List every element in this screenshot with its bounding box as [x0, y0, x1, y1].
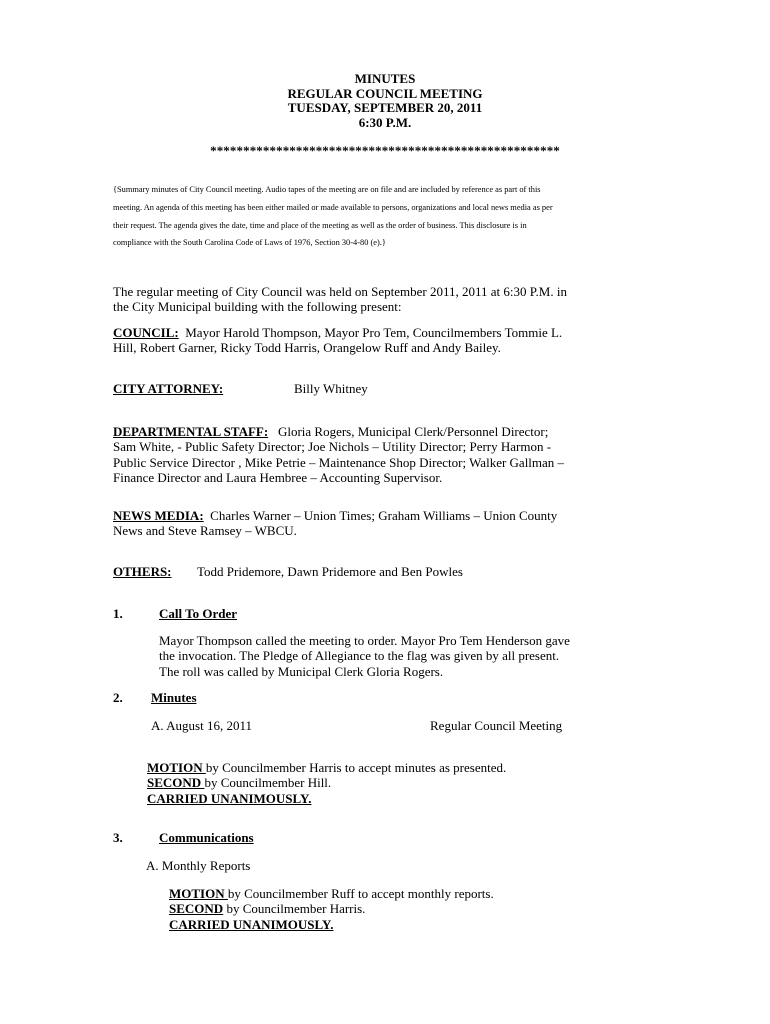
staff-line: Finance Director and Laura Hembree – Accounting Supervisor. [113, 469, 443, 485]
news-line: News and Steve Ramsey – WBCU. [113, 523, 297, 539]
others-label: OTHERS: [113, 564, 172, 579]
second-text: by Councilmember Hill. [204, 775, 332, 791]
council-members-line: Mayor Harold Thompson, Mayor Pro Tem, Councilmembers Tommie L. [178, 325, 563, 340]
council-paragraph [113, 325, 562, 356]
section-1-body [159, 633, 570, 679]
staff-line: Public Service Director , Mike Petrie – Maintenance Shop Director; Walker Gallman – [113, 454, 565, 470]
header-meeting-type: REGULAR COUNCIL MEETING [287, 85, 483, 101]
news-paragraph [113, 508, 557, 539]
section-1-title: Call To Order [159, 606, 238, 621]
staff-paragraph [113, 424, 564, 485]
section-3-title: Communications [159, 830, 254, 845]
section-2-title: Minutes [151, 690, 197, 705]
section-1-number: 1. [113, 606, 123, 621]
section-2-item-label: A. August 16, 2011 [151, 718, 252, 733]
header-date: TUESDAY, SEPTEMBER 20, 2011 [287, 100, 483, 115]
motion-label: MOTION [169, 886, 228, 901]
second-label: SECOND [147, 775, 205, 791]
document-header [0, 72, 770, 130]
header-title: MINUTES [354, 71, 416, 86]
staff-label: DEPARTMENTAL STAFF: [113, 424, 269, 439]
news-label: NEWS MEDIA: [113, 508, 204, 523]
others-row [113, 564, 172, 579]
header-time: 6:30 P.M. [358, 114, 412, 130]
section-3-number: 3. [113, 830, 123, 845]
section-3-item-label: A. Monthly Reports [146, 858, 251, 873]
staff-line: Gloria Rogers, Municipal Clerk/Personnel Director; [268, 424, 549, 439]
summary-disclosure [113, 181, 653, 252]
section-1-line: the invocation. The Pledge of Allegiance to the flag was given by all present. [159, 648, 560, 664]
section-1-line: Mayor Thompson called the meeting to order. Mayor Pro Tem Henderson gave [159, 633, 570, 648]
summary-line: meeting. An agenda of this meeting has been either mailed or made available to persons, organizations and local news media as per [113, 202, 553, 212]
section-3-motion-block [169, 886, 494, 932]
intro-line: the City Municipal building with the following present: [113, 299, 402, 315]
carried-label: CARRIED UNANIMOUSLY. [169, 916, 334, 932]
attorney-label: CITY ATTORNEY: [113, 381, 224, 396]
motion-label: MOTION [147, 760, 206, 775]
section-2-item-type: Regular Council Meeting [430, 718, 563, 733]
news-line: Charles Warner – Union Times; Graham Williams – Union County [203, 508, 558, 523]
carried-label: CARRIED UNANIMOUSLY. [147, 790, 312, 806]
others-text: Todd Pridemore, Dawn Pridemore and Ben Powles [197, 564, 463, 579]
council-label: COUNCIL: [113, 325, 179, 340]
second-label: SECOND [169, 901, 224, 917]
motion-text: by Councilmember Ruff to accept monthly reports. [227, 886, 494, 901]
summary-line: {Summary minutes of City Council meeting. Audio tapes of the meeting are on file and are included by reference as part of this [113, 185, 541, 194]
second-text: by Councilmember Harris. [223, 901, 366, 917]
summary-line: compliance with the South Carolina Code of Laws of 1976, Section 30-4-80 (e).} [113, 238, 386, 248]
motion-text: by Councilmember Harris to accept minutes as presented. [205, 760, 507, 775]
header-divider: ***************************************************** [210, 143, 560, 158]
council-members-line: Hill, Robert Garner, Ricky Todd Harris, Orangelow Ruff and Andy Bailey. [113, 340, 501, 356]
section-2-motion-block [147, 760, 506, 806]
summary-line: their request. The agenda gives the date, time and place of the meeting as well as the order of business. This disclosure is in [113, 220, 527, 230]
staff-line: Sam White, - Public Safety Director; Joe Nichols – Utility Director; Perry Harmon - [113, 439, 552, 455]
section-2-number: 2. [113, 690, 123, 705]
attorney-row [113, 381, 223, 396]
intro-paragraph [113, 284, 567, 315]
intro-line: The regular meeting of City Council was held on September 2011, 2011 at 6:30 P.M. in [113, 284, 567, 299]
section-1-line: The roll was called by Municipal Clerk Gloria Rogers. [159, 663, 444, 679]
attorney-name: Billy Whitney [294, 381, 368, 396]
